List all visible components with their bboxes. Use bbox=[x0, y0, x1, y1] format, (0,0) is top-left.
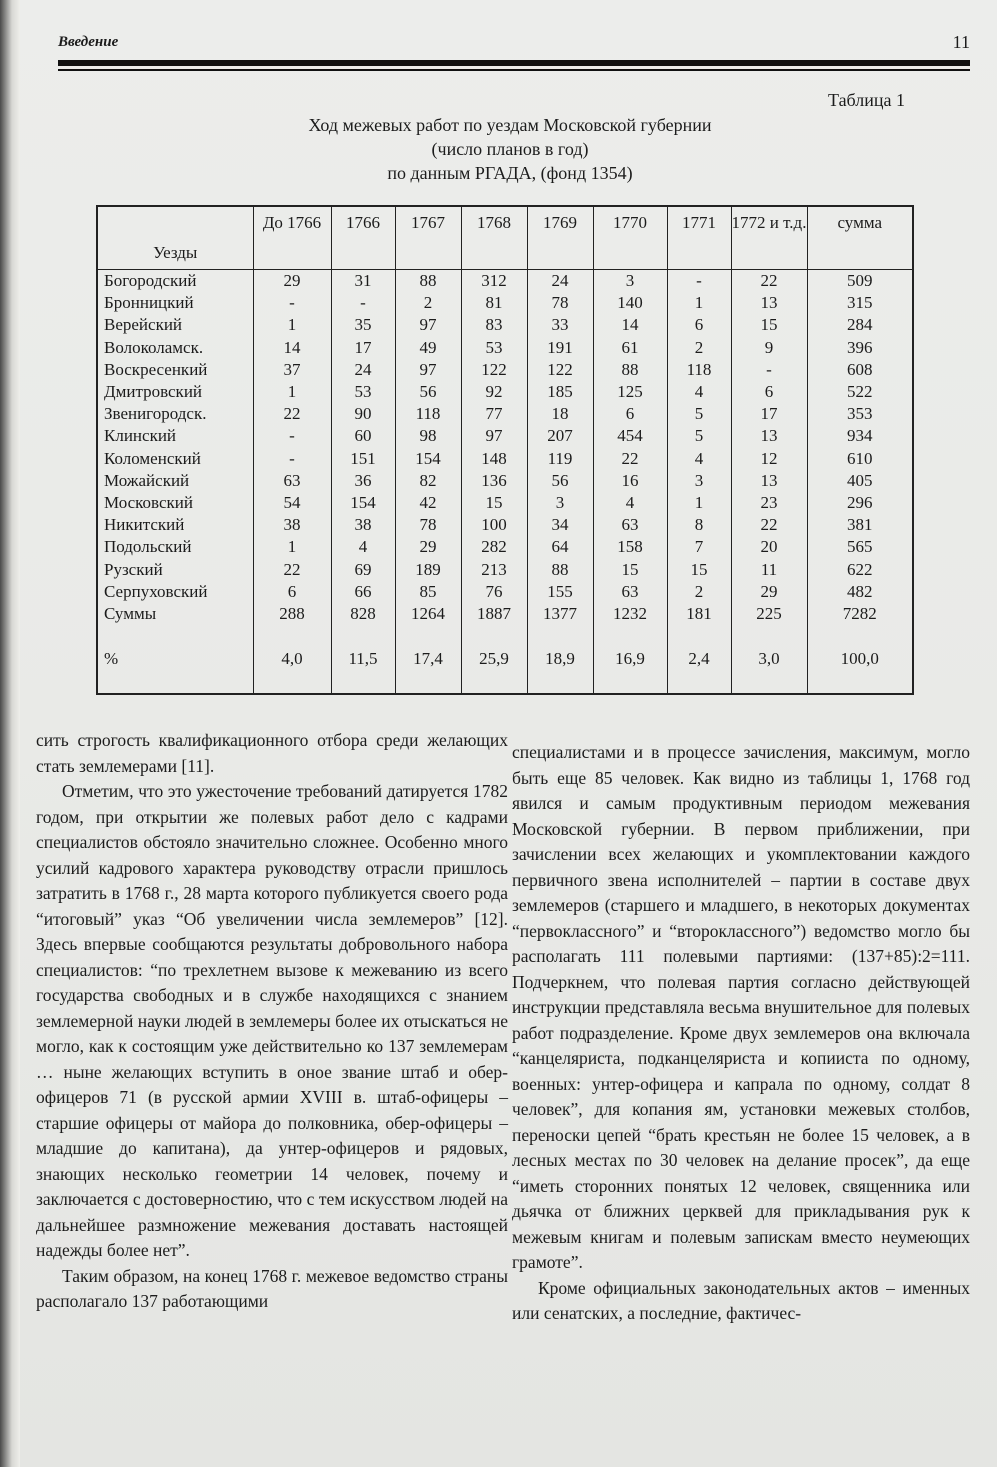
text-column-left bbox=[36, 728, 508, 1315]
header-rule-thin bbox=[58, 69, 970, 71]
column-header-uezd: Уезды bbox=[97, 206, 253, 270]
table-cell: 622 bbox=[807, 558, 913, 580]
text-column-right bbox=[512, 740, 970, 1327]
table-cell: 7282 bbox=[807, 603, 913, 625]
paragraph: Отметим, что это ужесточение требований датируется 1782 годом, при открытии же полевых работ дело с кадрами специалистов обстояло значительно сложнее. Особенно много усилий кадрового характера руководству отрасли пришлось затратить в 1768 г., 28 марта которого публикуется своего рода “итоговый” указ “Об увеличении числа землемеров” [12]. Здесь впервые сообщаются результаты добровольного набора специалистов: “по трехлетнем вызове к межеванию из всего государства свободных и в службе находящихся с знанием землемерной науки людей в землемеры более их отыскаться не могло, как к состоящим уже действительно ко 137 землемерам … ныне желающих вступить в оное звание штаб и обер-офицеров 71 (в русской армии XVIII в. штаб-офицеры – старшие офицеры от майора до полковника, обер-офицеры – младшие до капитана), да унтер-офицеров и рядовых, знающих несколько геометрии 14 человек, почему и заключается с достоверностию, что с тем искусством людей на дальнейшее размножение межевания доставать настоящей надежды более нет”. bbox=[36, 781, 508, 1260]
table-cell: 6 bbox=[253, 581, 331, 603]
table-cell: 85 bbox=[395, 581, 461, 603]
table-cell: 34 bbox=[527, 514, 593, 536]
percent-row bbox=[97, 625, 913, 694]
paragraph: специалистами и в процессе зачисления, максимум, могло быть еще 85 человек. Как видно из таблицы 1, 1768 год явился и самым продуктивным периодом межевания Московской губернии. В первом приближении, при зачислении всех желающих и укомплектовании каждого первичного звена исполнителей – партии в составе двух землемеров (старшего и младшего, в некоторых документах “первоклассного” и “второклассного”) ведомство могло бы располагать 111 полевыми партиями: (137+85):2=111. Подчеркнем, что полевая партия согласно действующей инструкции представляла весьма внушительное для полевых работ подразделение. Кроме двух землемеров она включала “канцеляриста, подканцеляриста и копииста по одному, военных: унтер-офицера и капрала по одному, солдат 8 человек”, для копания ям, установки межевых столбов, переноски цепей “брать крестьян не более 15 человек, а в лесных местах по 30 человек на делание просек”, да еще “иметь сторонних понятых 12 человек, священника или дьячка от ближних церквей для прикладывания рук к межевым книгам и полевым запискам вместо неумеющих грамоте”. bbox=[512, 742, 970, 1272]
table-cell: 353 bbox=[807, 403, 913, 425]
table-cell: 97 bbox=[395, 359, 461, 381]
table-cell: 78 bbox=[395, 514, 461, 536]
row-label-cell: Никитский bbox=[97, 514, 253, 536]
table-cell: 509 bbox=[807, 270, 913, 293]
table-cell: 78 bbox=[527, 292, 593, 314]
table-row bbox=[97, 492, 913, 514]
table-cell: 16 bbox=[593, 470, 667, 492]
table-cell: 22 bbox=[731, 514, 807, 536]
running-head: Введение bbox=[58, 34, 119, 50]
table-cell: 100 bbox=[461, 514, 527, 536]
table-cell: 17 bbox=[331, 337, 395, 359]
table-cell: 12 bbox=[731, 448, 807, 470]
table-row bbox=[97, 470, 913, 492]
table-cell: 13 bbox=[731, 292, 807, 314]
table-cell: 15 bbox=[731, 314, 807, 336]
book-spine-edge bbox=[0, 0, 20, 1467]
row-label-cell: Волоколамск. bbox=[97, 337, 253, 359]
table-cell: 1 bbox=[667, 492, 731, 514]
column-header: 1768 bbox=[461, 206, 527, 270]
table-cell: 25,9 bbox=[461, 625, 527, 694]
table-cell: 1377 bbox=[527, 603, 593, 625]
table-cell: 191 bbox=[527, 337, 593, 359]
row-label-cell: Рузский bbox=[97, 558, 253, 580]
table-cell: 934 bbox=[807, 425, 913, 447]
table-cell: - bbox=[731, 359, 807, 381]
table-cell: 38 bbox=[253, 514, 331, 536]
table-cell: 1 bbox=[253, 314, 331, 336]
table-cell: 35 bbox=[331, 314, 395, 336]
table-cell: 23 bbox=[731, 492, 807, 514]
table-cell: 610 bbox=[807, 448, 913, 470]
table-row bbox=[97, 292, 913, 314]
table-cell: 155 bbox=[527, 581, 593, 603]
row-label-cell: Богородский bbox=[97, 270, 253, 293]
table-row bbox=[97, 270, 913, 293]
table-cell: 56 bbox=[395, 381, 461, 403]
table-cell: 69 bbox=[331, 558, 395, 580]
table-cell: - bbox=[253, 448, 331, 470]
table-cell: - bbox=[253, 425, 331, 447]
table-cell: 181 bbox=[667, 603, 731, 625]
table-cell: 42 bbox=[395, 492, 461, 514]
table-cell: 14 bbox=[593, 314, 667, 336]
paragraph: Таким образом, на конец 1768 г. межевое ведомство страны располагало 137 работающими bbox=[36, 1265, 508, 1311]
table-label: Таблица 1 bbox=[828, 90, 905, 110]
table-cell: 522 bbox=[807, 381, 913, 403]
row-label-cell: Клинский bbox=[97, 425, 253, 447]
table-cell: 14 bbox=[253, 337, 331, 359]
row-label-cell: Бронницкий bbox=[97, 292, 253, 314]
column-header: До 1766 bbox=[253, 206, 331, 270]
table-cell: 17 bbox=[731, 403, 807, 425]
row-label-cell: Серпуховский bbox=[97, 581, 253, 603]
table-cell: 118 bbox=[395, 403, 461, 425]
table-cell: 90 bbox=[331, 403, 395, 425]
table-cell: 315 bbox=[807, 292, 913, 314]
table-cell: 1264 bbox=[395, 603, 461, 625]
table-cell: 151 bbox=[331, 448, 395, 470]
table-cell: 2,4 bbox=[667, 625, 731, 694]
row-label-cell: Суммы bbox=[97, 603, 253, 625]
table-title-line: по данным РГАДА, (фонд 1354) bbox=[387, 163, 633, 183]
table-cell: 81 bbox=[461, 292, 527, 314]
page-number: 11 bbox=[952, 32, 970, 52]
table-cell: 31 bbox=[331, 270, 395, 293]
column-header: 1772 и т.д. bbox=[731, 206, 807, 270]
table-cell: 11 bbox=[731, 558, 807, 580]
table-cell: 53 bbox=[461, 337, 527, 359]
table-cell: 92 bbox=[461, 381, 527, 403]
table-cell: 2 bbox=[667, 337, 731, 359]
table-cell: 207 bbox=[527, 425, 593, 447]
table-cell: 1 bbox=[253, 381, 331, 403]
table-cell: 2 bbox=[395, 292, 461, 314]
column-header: сумма bbox=[807, 206, 913, 270]
table-cell: 20 bbox=[731, 536, 807, 558]
column-header: 1767 bbox=[395, 206, 461, 270]
table-cell: 64 bbox=[527, 536, 593, 558]
table-cell: 63 bbox=[253, 470, 331, 492]
table-cell: 22 bbox=[253, 558, 331, 580]
table-cell: 284 bbox=[807, 314, 913, 336]
table-row bbox=[97, 403, 913, 425]
table-cell: 3,0 bbox=[731, 625, 807, 694]
table-cell: 608 bbox=[807, 359, 913, 381]
table-cell: 29 bbox=[395, 536, 461, 558]
table-cell: 6 bbox=[667, 314, 731, 336]
table-cell: 1887 bbox=[461, 603, 527, 625]
table-row bbox=[97, 603, 913, 625]
table-cell: 1232 bbox=[593, 603, 667, 625]
column-header: 1769 bbox=[527, 206, 593, 270]
table-cell: 4,0 bbox=[253, 625, 331, 694]
table-cell: 8 bbox=[667, 514, 731, 536]
page-header bbox=[58, 34, 970, 74]
table-cell: 66 bbox=[331, 581, 395, 603]
survey-table bbox=[96, 205, 914, 695]
table-cell: 24 bbox=[331, 359, 395, 381]
table-cell: 97 bbox=[395, 314, 461, 336]
table-cell: 22 bbox=[593, 448, 667, 470]
table-cell: 56 bbox=[527, 470, 593, 492]
table-cell: 16,9 bbox=[593, 625, 667, 694]
table-title-line: Ход межевых работ по уездам Московской губернии bbox=[308, 115, 712, 135]
table-cell: 24 bbox=[527, 270, 593, 293]
table-cell: 37 bbox=[253, 359, 331, 381]
column-header: 1771 bbox=[667, 206, 731, 270]
table-cell: 97 bbox=[461, 425, 527, 447]
table-row bbox=[97, 514, 913, 536]
table-cell: 33 bbox=[527, 314, 593, 336]
table-cell: 13 bbox=[731, 470, 807, 492]
table-cell: 405 bbox=[807, 470, 913, 492]
header-rule-thick bbox=[58, 60, 970, 66]
table-cell: 11,5 bbox=[331, 625, 395, 694]
table-row bbox=[97, 337, 913, 359]
table-row bbox=[97, 581, 913, 603]
table-cell: 63 bbox=[593, 581, 667, 603]
row-label-cell: Звенигородск. bbox=[97, 403, 253, 425]
table-cell: 98 bbox=[395, 425, 461, 447]
table-cell: 3 bbox=[667, 470, 731, 492]
table-cell: 122 bbox=[461, 359, 527, 381]
table-cell: 22 bbox=[731, 270, 807, 293]
table-cell: 189 bbox=[395, 558, 461, 580]
table-cell: 4 bbox=[667, 448, 731, 470]
table-cell: 565 bbox=[807, 536, 913, 558]
table-cell: 9 bbox=[731, 337, 807, 359]
table-cell: 3 bbox=[527, 492, 593, 514]
table-cell: 4 bbox=[667, 381, 731, 403]
table-cell: 6 bbox=[731, 381, 807, 403]
table-cell: 15 bbox=[667, 558, 731, 580]
table-row bbox=[97, 536, 913, 558]
table-cell: 38 bbox=[331, 514, 395, 536]
table-cell: 88 bbox=[593, 359, 667, 381]
table-cell: 154 bbox=[331, 492, 395, 514]
table-cell: 77 bbox=[461, 403, 527, 425]
table-row bbox=[97, 558, 913, 580]
table-cell: 15 bbox=[593, 558, 667, 580]
table-cell: 82 bbox=[395, 470, 461, 492]
table-cell: 36 bbox=[331, 470, 395, 492]
book-page bbox=[20, 0, 997, 1467]
table-cell: 4 bbox=[593, 492, 667, 514]
table-cell: 2 bbox=[667, 581, 731, 603]
table-cell: 18,9 bbox=[527, 625, 593, 694]
table-cell: 22 bbox=[253, 403, 331, 425]
row-label-cell: Московский bbox=[97, 492, 253, 514]
table-body bbox=[97, 270, 913, 695]
table-cell: 6 bbox=[593, 403, 667, 425]
table-cell: 828 bbox=[331, 603, 395, 625]
table-cell: 54 bbox=[253, 492, 331, 514]
table-cell: 63 bbox=[593, 514, 667, 536]
row-label-cell: Воскресенкий bbox=[97, 359, 253, 381]
row-label-cell: Подольский bbox=[97, 536, 253, 558]
table-cell: 381 bbox=[807, 514, 913, 536]
table-row bbox=[97, 448, 913, 470]
table-cell: - bbox=[253, 292, 331, 314]
table-cell: 119 bbox=[527, 448, 593, 470]
table-cell: 122 bbox=[527, 359, 593, 381]
table-row bbox=[97, 425, 913, 447]
table-cell: 100,0 bbox=[807, 625, 913, 694]
table-cell: 288 bbox=[253, 603, 331, 625]
table-cell: 5 bbox=[667, 425, 731, 447]
table-cell: - bbox=[667, 270, 731, 293]
table-cell: 185 bbox=[527, 381, 593, 403]
paragraph: сить строгость квалификационного отбора среди желающих стать землемерами [11]. bbox=[36, 730, 508, 776]
table-cell: 136 bbox=[461, 470, 527, 492]
table-cell: 4 bbox=[331, 536, 395, 558]
table-cell: 49 bbox=[395, 337, 461, 359]
row-label-cell: Верейский bbox=[97, 314, 253, 336]
table-row bbox=[97, 359, 913, 381]
row-label-cell: Коломенский bbox=[97, 448, 253, 470]
table-cell: 7 bbox=[667, 536, 731, 558]
table-cell: 158 bbox=[593, 536, 667, 558]
table-cell: 18 bbox=[527, 403, 593, 425]
table-cell: 1 bbox=[253, 536, 331, 558]
paragraph: Кроме официальных законодательных актов – именных или сенатских, а последние, фактичес- bbox=[512, 1277, 970, 1323]
column-header: 1766 bbox=[331, 206, 395, 270]
table-cell: 154 bbox=[395, 448, 461, 470]
table-cell: 140 bbox=[593, 292, 667, 314]
table-cell: 60 bbox=[331, 425, 395, 447]
column-header: 1770 bbox=[593, 206, 667, 270]
table-cell: 225 bbox=[731, 603, 807, 625]
table-cell: 1 bbox=[667, 292, 731, 314]
table-cell: 88 bbox=[527, 558, 593, 580]
table-cell: 61 bbox=[593, 337, 667, 359]
table-cell: 125 bbox=[593, 381, 667, 403]
table-title bbox=[180, 113, 840, 185]
table-cell: 15 bbox=[461, 492, 527, 514]
table-cell: - bbox=[331, 292, 395, 314]
table-cell: 312 bbox=[461, 270, 527, 293]
table-cell: 118 bbox=[667, 359, 731, 381]
table-cell: 13 bbox=[731, 425, 807, 447]
row-label-cell: % bbox=[97, 625, 253, 694]
table-cell: 213 bbox=[461, 558, 527, 580]
table-cell: 17,4 bbox=[395, 625, 461, 694]
table-cell: 83 bbox=[461, 314, 527, 336]
table-cell: 482 bbox=[807, 581, 913, 603]
table-cell: 3 bbox=[593, 270, 667, 293]
table-cell: 296 bbox=[807, 492, 913, 514]
table-cell: 5 bbox=[667, 403, 731, 425]
table-cell: 396 bbox=[807, 337, 913, 359]
table-title-line: (число планов в год) bbox=[431, 139, 589, 159]
row-label-cell: Можайский bbox=[97, 470, 253, 492]
table-cell: 88 bbox=[395, 270, 461, 293]
table-cell: 29 bbox=[731, 581, 807, 603]
table-cell: 282 bbox=[461, 536, 527, 558]
table-row bbox=[97, 314, 913, 336]
row-label-cell: Дмитровский bbox=[97, 381, 253, 403]
table-cell: 53 bbox=[331, 381, 395, 403]
table-cell: 454 bbox=[593, 425, 667, 447]
table-cell: 148 bbox=[461, 448, 527, 470]
table-row bbox=[97, 381, 913, 403]
table-cell: 76 bbox=[461, 581, 527, 603]
table-header-row bbox=[97, 206, 913, 270]
table-cell: 29 bbox=[253, 270, 331, 293]
